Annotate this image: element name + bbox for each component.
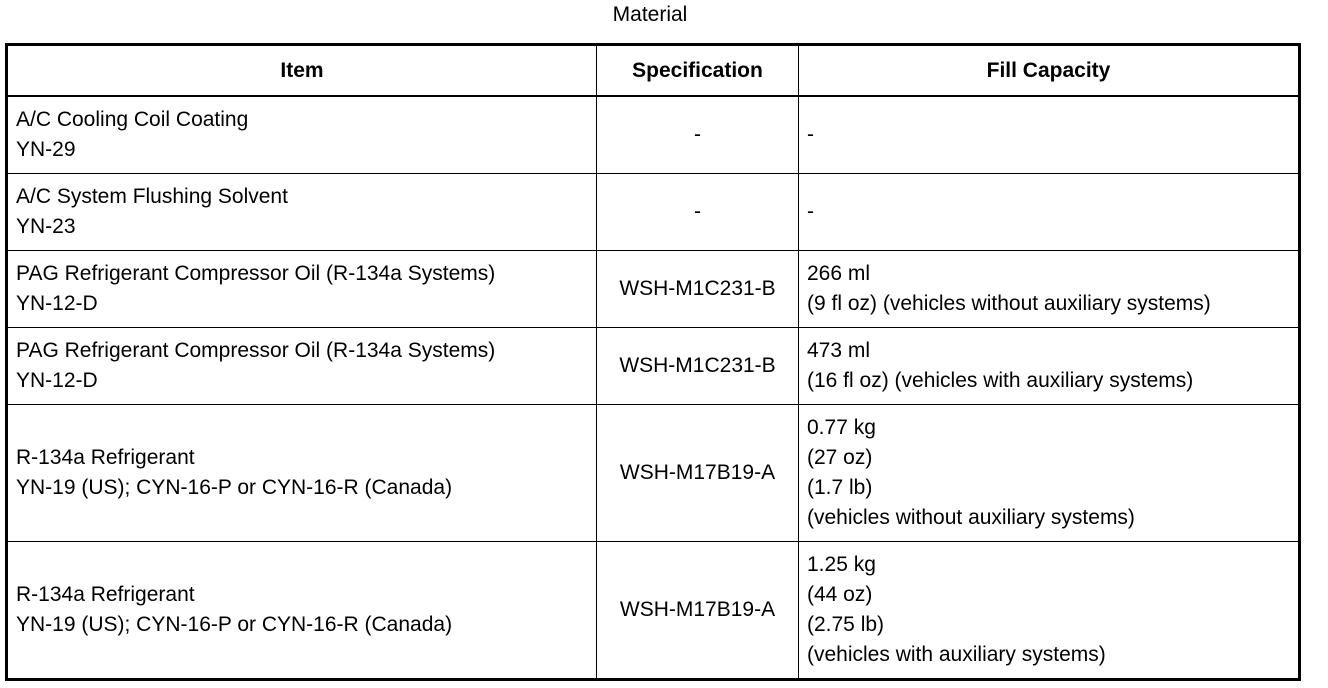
specification-cell: -	[597, 96, 799, 174]
item-cell	[7, 328, 597, 405]
specification-cell: WSH-M17B19-A	[597, 542, 799, 680]
fill-capacity-line: (2.75 lb)	[807, 613, 885, 636]
header-specification: Specification	[597, 45, 799, 97]
item-part-number: YN-19 (US); CYN-16-P or CYN-16-R (Canada)	[16, 613, 453, 636]
item-part-number: YN-12-D	[16, 369, 98, 392]
table-row	[7, 542, 1300, 680]
item-cell	[7, 251, 597, 328]
item-part-number: YN-12-D	[16, 292, 98, 315]
fill-capacity-line: 1.25 kg	[807, 553, 876, 576]
material-table	[5, 43, 1301, 681]
fill-capacity-cell	[799, 251, 1300, 328]
item-part-number: YN-23	[16, 215, 76, 238]
specification-cell: WSH-M17B19-A	[597, 405, 799, 542]
fill-capacity-line: 473 ml	[807, 339, 871, 362]
item-cell	[7, 174, 597, 251]
item-name: PAG Refrigerant Compressor Oil (R-134a Systems)	[16, 262, 496, 285]
item-name: R-134a Refrigerant	[16, 583, 195, 606]
item-cell	[7, 96, 597, 174]
fill-capacity-cell	[799, 174, 1300, 251]
specification-cell: WSH-M1C231-B	[597, 251, 799, 328]
fill-capacity-line: (vehicles with auxiliary systems)	[807, 643, 1106, 666]
fill-capacity-cell	[799, 96, 1300, 174]
item-name: R-134a Refrigerant	[16, 446, 195, 469]
fill-capacity-line: -	[807, 200, 814, 223]
header-item: Item	[7, 45, 597, 97]
fill-capacity-line: (1.7 lb)	[807, 476, 873, 499]
item-name: A/C Cooling Coil Coating	[16, 108, 249, 131]
item-cell	[7, 542, 597, 680]
fill-capacity-line: 266 ml	[807, 262, 871, 285]
fill-capacity-line: (vehicles without auxiliary systems)	[807, 506, 1135, 529]
fill-capacity-line: 0.77 kg	[807, 416, 876, 439]
item-part-number: YN-29	[16, 138, 76, 161]
item-part-number: YN-19 (US); CYN-16-P or CYN-16-R (Canada)	[16, 476, 453, 499]
table-row	[7, 251, 1300, 328]
item-name: A/C System Flushing Solvent	[16, 185, 288, 208]
specification-cell: -	[597, 174, 799, 251]
table-caption: Material	[612, 3, 688, 26]
header-fill-capacity: Fill Capacity	[799, 45, 1300, 97]
table-row	[7, 328, 1300, 405]
fill-capacity-cell	[799, 405, 1300, 542]
fill-capacity-line: (9 fl oz) (vehicles without auxiliary systems)	[807, 292, 1211, 315]
item-name: PAG Refrigerant Compressor Oil (R-134a Systems)	[16, 339, 496, 362]
item-cell	[7, 405, 597, 542]
table-row	[7, 405, 1300, 542]
table-row	[7, 174, 1300, 251]
table-header-row	[7, 45, 1300, 97]
fill-capacity-line: -	[807, 123, 814, 146]
fill-capacity-line: (27 oz)	[807, 446, 873, 469]
fill-capacity-cell	[799, 542, 1300, 680]
fill-capacity-line: (44 oz)	[807, 583, 873, 606]
fill-capacity-line: (16 fl oz) (vehicles with auxiliary systems)	[807, 369, 1194, 392]
specification-cell: WSH-M1C231-B	[597, 328, 799, 405]
fill-capacity-cell	[799, 328, 1300, 405]
table-row	[7, 96, 1300, 174]
